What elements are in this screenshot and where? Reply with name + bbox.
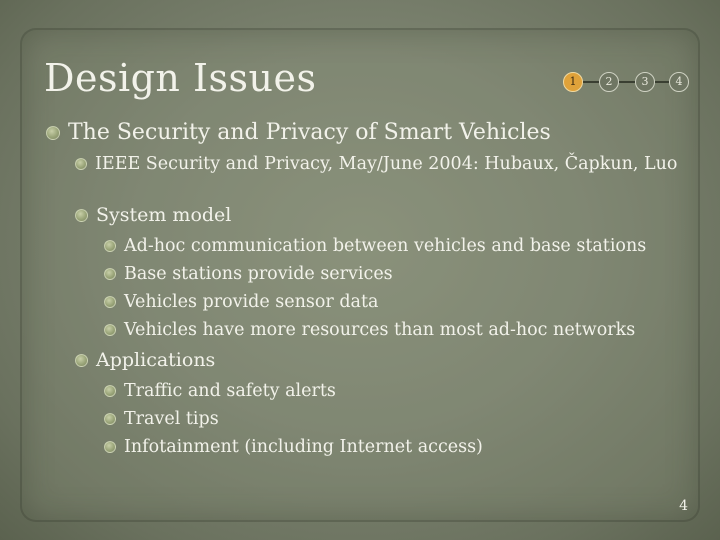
list-item-text: Infotainment (including Internet access) <box>124 437 483 457</box>
bullet-dot-icon <box>104 268 116 280</box>
system-model-heading <box>75 204 231 226</box>
list-item <box>104 292 378 312</box>
step-4: 4 <box>669 72 689 92</box>
bullet-dot-icon <box>75 354 88 367</box>
bullet-dot-icon <box>104 385 116 397</box>
bullet-dot-icon <box>104 240 116 252</box>
main-bullet-text: The Security and Privacy of Smart Vehicles <box>68 120 551 145</box>
bullet-dot-icon <box>104 413 116 425</box>
step-connector <box>573 81 679 83</box>
reference-text: IEEE Security and Privacy, May/June 2004: Hubaux, Čapkun, Luo <box>95 154 678 174</box>
bullet-dot-icon <box>46 126 60 140</box>
list-item-text: Traffic and safety alerts <box>124 381 336 401</box>
main-bullet <box>46 120 551 145</box>
step-3: 3 <box>635 72 655 92</box>
bullet-dot-icon <box>104 441 116 453</box>
list-item-text: Travel tips <box>124 409 219 429</box>
list-item <box>104 381 336 401</box>
system-model-heading-text: System model <box>96 204 232 226</box>
reference-bullet <box>75 154 677 174</box>
step-2: 2 <box>599 72 619 92</box>
list-item <box>104 264 393 284</box>
list-item-text: Vehicles provide sensor data <box>124 292 379 312</box>
applications-heading <box>75 349 215 371</box>
bullet-dot-icon <box>104 324 116 336</box>
list-item-text: Vehicles have more resources than most ad-hoc networks <box>124 320 636 340</box>
list-item <box>104 236 646 256</box>
list-item <box>104 409 219 429</box>
bullet-dot-icon <box>75 158 87 170</box>
list-item <box>104 437 483 457</box>
bullet-dot-icon <box>75 209 88 222</box>
bullet-dot-icon <box>104 296 116 308</box>
page-number: 4 <box>679 498 688 514</box>
slide-title: Design Issues <box>44 56 317 100</box>
list-item-text: Base stations provide services <box>124 264 393 284</box>
step-indicator <box>563 72 689 92</box>
list-item-text: Ad-hoc communication between vehicles and base stations <box>124 236 647 256</box>
list-item <box>104 320 635 340</box>
step-1: 1 <box>563 72 583 92</box>
applications-heading-text: Applications <box>96 349 216 371</box>
